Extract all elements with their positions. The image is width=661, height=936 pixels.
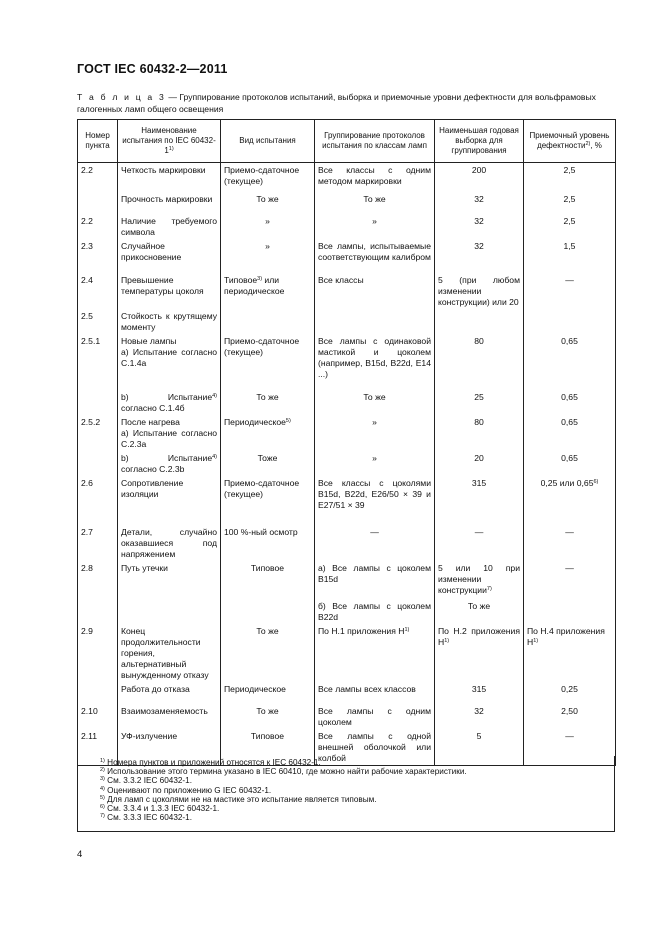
cell-number: 2.5.1 [78, 334, 118, 390]
cell-sample: 315 [435, 476, 524, 525]
cell-aql: 2,5 [524, 214, 616, 239]
cell-grouping: » [315, 214, 435, 239]
col-header-sample: Наименьшая годовая выборка для группирования [435, 120, 524, 163]
cell-sample: 315 [435, 682, 524, 704]
cell-sample: 5 или 10 при изменении конструкции$^{7)}$ [435, 561, 524, 599]
cell-aql: 2,50 [524, 704, 616, 729]
cell-number: 2.6 [78, 476, 118, 525]
table-caption [77, 91, 617, 115]
footnote: $^{3)}$ См. 3.3.2 IEC 60432-1. [100, 776, 192, 786]
cell-aql: — [524, 561, 616, 599]
cell-grouping: Все лампы с одним цоколем [315, 704, 435, 729]
cell-aql: — [524, 273, 616, 309]
table-row [78, 192, 616, 214]
cell-test-name: Стойкость к крутящему моменту [118, 309, 221, 334]
table-row [78, 390, 616, 415]
cell-test-name: Новые лампы а) Испытание согласно С.1.4а [118, 334, 221, 390]
cell-number: 2.4 [78, 273, 118, 309]
table-row [78, 704, 616, 729]
cell-aql: 0,65 [524, 334, 616, 390]
cell-grouping: а) Все лампы с цоколем B15d [315, 561, 435, 599]
cell-test-name [118, 599, 221, 624]
table-caption-label: Т а б л и ц а 3 [77, 92, 166, 102]
cell-sample: По Н.2 приложения $Н^{1)}$ [435, 624, 524, 682]
cell-grouping: Все лампы всех классов [315, 682, 435, 704]
table-caption-text: — Группирование протоколов испытаний, выборка и приемочные уровни дефектности для вольфрамовых галогенных ламп общего освещения [77, 92, 596, 114]
table-row [78, 525, 616, 561]
page-number: 4 [77, 849, 83, 860]
cell-sample: 200 [435, 163, 524, 192]
table-row [78, 239, 616, 273]
table-row [78, 334, 616, 390]
cell-number: 2.3 [78, 239, 118, 273]
cell-sample: 20 [435, 451, 524, 476]
cell-test-name: Взаимозаменяемость [118, 704, 221, 729]
cell-test-type: Типовое [221, 729, 315, 766]
cell-grouping: » [315, 451, 435, 476]
cell-grouping: То же [315, 192, 435, 214]
cell-aql: 1,5 [524, 239, 616, 273]
table-row [78, 682, 616, 704]
cell-sample: 32 [435, 239, 524, 273]
document-header: ГОСТ IEC 60432-2—2011 [77, 62, 228, 76]
footnote: $^{6)}$ См. 3.3.4 и 1.3.3 IEC 60432-1. [100, 804, 220, 814]
table-row [78, 415, 616, 451]
cell-aql [524, 309, 616, 334]
cell-sample: 5 [435, 729, 524, 766]
cell-test-name: Конец продолжительности горения, альтернативный вынужденному отказу [118, 624, 221, 682]
table-row [78, 309, 616, 334]
table-row [78, 273, 616, 309]
cell-grouping: По Н.1 приложения $Н^{1)}$ [315, 624, 435, 682]
cell-test-name: b) Испытание$^{4)}$ согласно С.2.3b [118, 451, 221, 476]
cell-aql: — [524, 525, 616, 561]
cell-grouping: Все лампы, испытываемые соответствующим калибром [315, 239, 435, 273]
cell-grouping: Все классы [315, 273, 435, 309]
cell-test-type: » [221, 214, 315, 239]
cell-test-type: » [221, 239, 315, 273]
cell-number: 2.5.2 [78, 415, 118, 451]
table-row [78, 599, 616, 624]
cell-test-name: Наличие требуемого символа [118, 214, 221, 239]
cell-number: 2.2 [78, 163, 118, 192]
cell-test-name: Детали, случайно оказавшиеся под напряжением [118, 525, 221, 561]
cell-aql: По Н.4 приложения $Н^{1)}$ [524, 624, 616, 682]
cell-sample: 32 [435, 704, 524, 729]
cell-sample: — [435, 525, 524, 561]
cell-test-type: То же [221, 704, 315, 729]
col-header-test-name: Наименование испытания по IEC 60432-1$^{1)}$ [118, 120, 221, 163]
cell-number: 2.10 [78, 704, 118, 729]
cell-aql: 0,25 или 0,65$^{6)}$ [524, 476, 616, 525]
cell-sample: 32 [435, 192, 524, 214]
cell-sample: 80 [435, 415, 524, 451]
cell-aql [524, 599, 616, 624]
cell-test-type [221, 309, 315, 334]
cell-number [78, 451, 118, 476]
table-row [78, 624, 616, 682]
cell-test-name: Превышение температуры цоколя [118, 273, 221, 309]
cell-aql: — [524, 729, 616, 766]
cell-sample [435, 309, 524, 334]
cell-test-name: Четкость маркировки [118, 163, 221, 192]
col-header-grouping: Группирование протоколов испытания по классам ламп [315, 120, 435, 163]
table-row [78, 476, 616, 525]
footnote: $^{2)}$ Использование этого термина указано в IEC 60410, где можно найти рабочие характеристики. [100, 767, 467, 777]
col-header-test-type: Вид испытания [221, 120, 315, 163]
cell-test-type: Приемо-сдаточное (текущее) [221, 163, 315, 192]
cell-grouping [315, 309, 435, 334]
cell-aql: 2,5 [524, 192, 616, 214]
cell-number: 2.11 [78, 729, 118, 766]
footnote: $^{7)}$ См. 3.3.3 IEC 60432-1. [100, 813, 192, 823]
cell-number: 2.2 [78, 214, 118, 239]
cell-grouping: Все лампы с одной внешней оболочкой или колбой [315, 729, 435, 766]
footnote: $^{4)}$ Оценивают по приложению G IEC 60432-1. [100, 785, 272, 795]
cell-test-name: Путь утечки [118, 561, 221, 599]
cell-test-name: Работа до отказа [118, 682, 221, 704]
table-row [78, 451, 616, 476]
cell-test-type: 100 %-ный осмотр [221, 525, 315, 561]
cell-grouping: Все лампы с одинаковой мастикой и цоколем (например, B15d, B22d, E14 ...) [315, 334, 435, 390]
col-header-aql: Приемочный уровень дефектности$^{2)}$, % [524, 120, 616, 163]
cell-test-name: b) Испытание$^{4)}$ согласно С.1.4б [118, 390, 221, 415]
cell-grouping: » [315, 415, 435, 451]
cell-number [78, 192, 118, 214]
cell-aql: 0,65 [524, 451, 616, 476]
cell-grouping: То же [315, 390, 435, 415]
cell-test-name: После нагрева а) Испытание согласно С.2.3а [118, 415, 221, 451]
cell-number: 2.5 [78, 309, 118, 334]
cell-number: 2.9 [78, 624, 118, 682]
cell-sample: То же [435, 599, 524, 624]
cell-test-type: То же [221, 390, 315, 415]
cell-grouping: Все классы с одним методом маркировки [315, 163, 435, 192]
table-row [78, 214, 616, 239]
cell-test-type: Периодическое$^{5)}$ [221, 415, 315, 451]
col-header-number: Номер пункта [78, 120, 118, 163]
cell-test-name: Случайное прикосновение [118, 239, 221, 273]
cell-test-name: Сопротивление изоляции [118, 476, 221, 525]
cell-aql: 0,65 [524, 390, 616, 415]
footnote: $^{1)}$ Номера пунктов и приложений относятся к IEC 60432-1. [100, 758, 321, 767]
test-grouping-table [77, 119, 616, 766]
cell-test-type: Периодическое [221, 682, 315, 704]
cell-sample: 25 [435, 390, 524, 415]
cell-aql: 2,5 [524, 163, 616, 192]
cell-number [78, 682, 118, 704]
cell-sample: 80 [435, 334, 524, 390]
cell-test-type: Типовое [221, 561, 315, 599]
cell-aql: 0,65 [524, 415, 616, 451]
cell-number: 2.8 [78, 561, 118, 599]
cell-sample: 32 [435, 214, 524, 239]
cell-number: 2.7 [78, 525, 118, 561]
cell-number [78, 599, 118, 624]
cell-test-type [221, 599, 315, 624]
cell-test-type: Тоже [221, 451, 315, 476]
cell-test-type: Приемо-сдаточное (текущее) [221, 334, 315, 390]
cell-grouping: б) Все лампы с цоколем B22d [315, 599, 435, 624]
table-footnotes [77, 756, 615, 832]
cell-test-name: Прочность маркировки [118, 192, 221, 214]
cell-test-type: Типовое$^{3)}$ или периодическое [221, 273, 315, 309]
cell-grouping: — [315, 525, 435, 561]
cell-grouping: Все классы с цоколями B15d, B22d, E26/50 × 39 и E27/51 × 39 [315, 476, 435, 525]
table-row [78, 561, 616, 599]
table-row [78, 163, 616, 192]
footnote: $^{5)}$ Для ламп с цоколями не на мастике это испытание является типовым. [100, 794, 377, 804]
table-header-row [78, 120, 616, 163]
cell-aql: 0,25 [524, 682, 616, 704]
cell-number [78, 390, 118, 415]
cell-sample: 5 (при любом изменении конструкции) или 20 [435, 273, 524, 309]
cell-test-type: То же [221, 192, 315, 214]
cell-test-name: УФ-излучение [118, 729, 221, 766]
cell-test-type: Приемо-сдаточное (текущее) [221, 476, 315, 525]
cell-test-type: То же [221, 624, 315, 682]
